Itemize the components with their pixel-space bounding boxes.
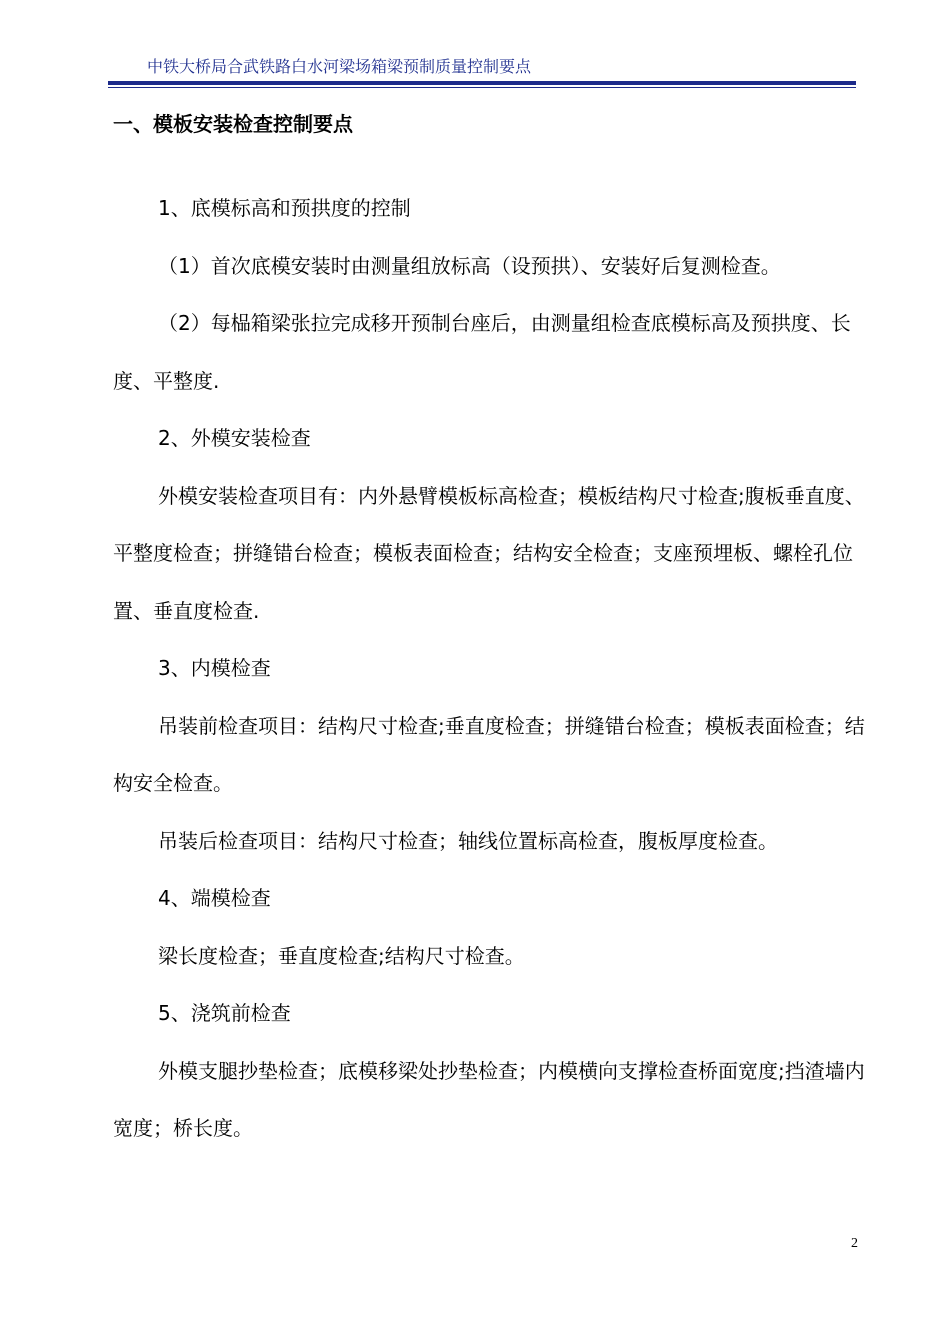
paragraph-heading-1: 1、底模标高和预拱度的控制 — [158, 196, 411, 220]
header-rule-thick — [108, 81, 856, 85]
document-body — [113, 108, 869, 1158]
page-number: 2 — [851, 1236, 858, 1251]
paragraph-end-mold: 梁长度检查；垂直度检查;结构尺寸检查。 — [158, 943, 525, 968]
paragraph-heading-2: 2、外模安装检查 — [158, 426, 311, 450]
paragraph-outer-mold: 外模安装检查项目有：内外悬臂模板标高检查；模板结构尺寸检查;腹板垂直度、平整度检查；拼缝错台检查；模板表面检查；结构安全检查；支座预埋板、螺栓孔位置、垂直度检查. — [113, 483, 865, 623]
header-rule-thin — [108, 87, 856, 88]
paragraph-item-1: （1）首次底模安装时由测量组放标高（设预拱）、安装好后复测检查。 — [158, 253, 781, 278]
paragraph-heading-5: 5、浇筑前检查 — [158, 1001, 291, 1025]
paragraph-after-lifting: 吊装后检查项目：结构尺寸检查；轴线位置标高检查，腹板厚度检查。 — [158, 828, 778, 853]
header-title: 中铁大桥局合武铁路白水河梁场箱梁预制质量控制要点 — [147, 57, 532, 76]
paragraph-before-lifting: 吊装前检查项目：结构尺寸检查;垂直度检查；拼缝错台检查；模板表面检查；结构安全检查。 — [113, 713, 865, 795]
paragraph-heading-4: 4、端模检查 — [158, 886, 271, 910]
paragraph-heading-3: 3、内模检查 — [158, 656, 271, 680]
section-title: 一、模板安装检查控制要点 — [113, 112, 353, 136]
paragraph-item-2: （2）每榀箱梁张拉完成移开预制台座后，由测量组检查底模标高及预拱度、长度、平整度. — [113, 311, 851, 393]
paragraph-before-pouring: 外模支腿抄垫检查；底模移梁处抄垫检查；内模横向支撑检查桥面宽度;挡渣墙内宽度；桥长度。 — [113, 1058, 865, 1140]
